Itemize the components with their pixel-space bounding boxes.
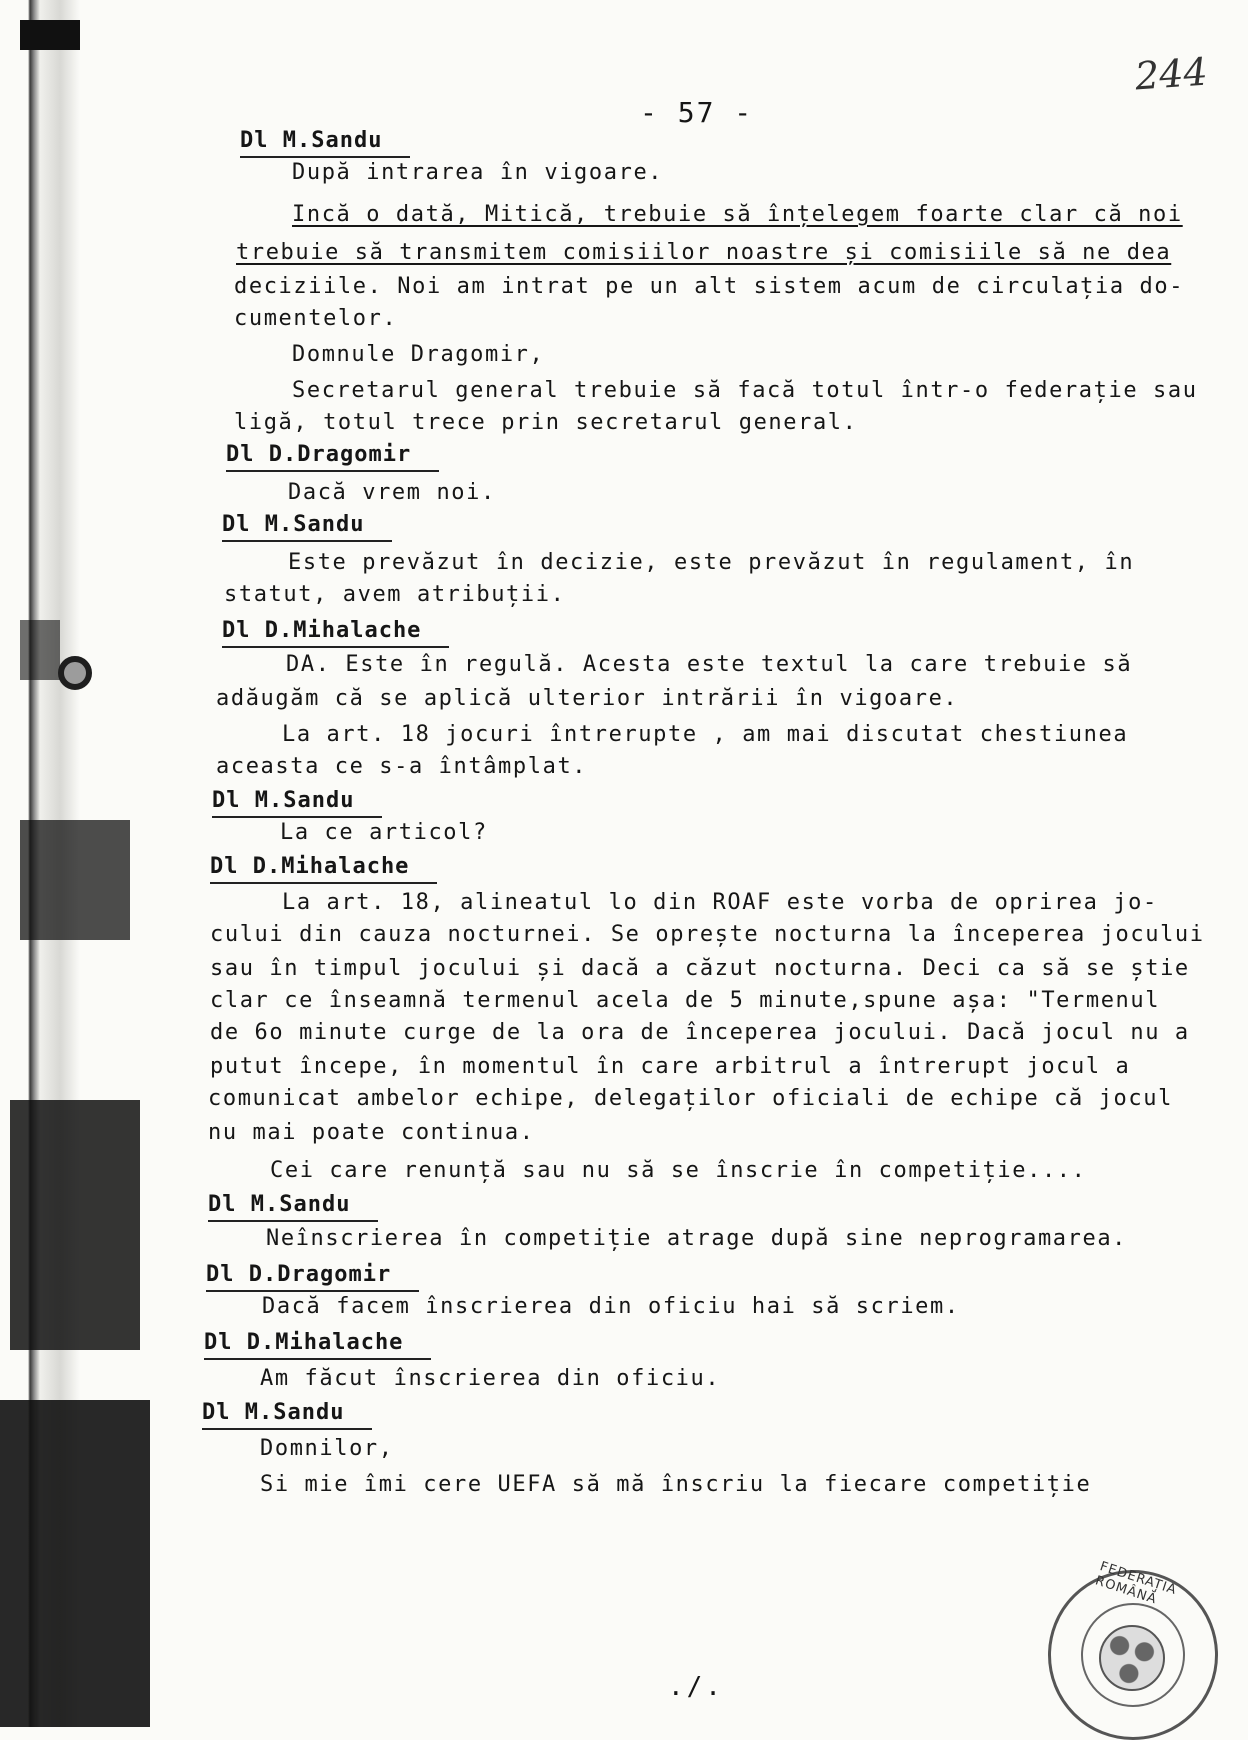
transcript-line: Neînscrierea în competiție atrage după sine neprogramarea. — [266, 1226, 1128, 1251]
transcript-line: La ce articol? — [280, 820, 488, 845]
transcript-line: Cei care renunță sau nu să se înscrie în competiție.... — [270, 1158, 1087, 1183]
speaker-name: Dl M.Sandu — [208, 1190, 378, 1222]
transcript-line: cului din cauza nocturnei. Se oprește nocturna la începerea jocului — [210, 922, 1205, 947]
transcript-line: cumentelor. — [234, 306, 398, 331]
archive-number: 244 — [1133, 49, 1209, 99]
transcript-line: nu mai poate continua. — [208, 1120, 535, 1145]
transcript-line: sau în timpul jocului și dacă a căzut nocturna. Deci ca să se știe — [210, 956, 1190, 981]
binding-shadow-band-3 — [10, 1100, 140, 1350]
speaker-name: Dl M.Sandu — [222, 510, 392, 542]
speaker-name: Dl M.Sandu — [212, 786, 382, 818]
transcript-line: Si mie îmi cere UEFA să mă înscriu la fiecare competiție — [260, 1472, 1092, 1497]
football-icon — [1099, 1625, 1165, 1691]
stamp-text: FEDERAȚIA ROMÂNĂ — [1093, 1559, 1179, 1608]
transcript-line: clar ce înseamnă termenul acela de 5 minute,spune așa: "Termenul — [210, 988, 1161, 1013]
transcript-line: comunicat ambelor echipe, delegaților oficiali de echipe că jocul — [208, 1086, 1173, 1111]
document-binding-edge — [0, 0, 150, 1727]
transcript-line: deciziile. Noi am intrat pe un alt sistem acum de circulația do- — [234, 274, 1185, 299]
transcript-line: ligă, totul trece prin secretarul general. — [234, 410, 858, 435]
speaker-name: Dl D.Dragomir — [206, 1260, 419, 1292]
transcript-line: Incă o dată, Mitică, trebuie să înțelegem foarte clar că noi — [292, 202, 1183, 227]
punch-hole — [58, 656, 92, 690]
speaker-name: Dl D.Mihalache — [210, 852, 437, 884]
transcript-line: Domnule Dragomir, — [292, 342, 545, 367]
speaker-name: Dl D.Dragomir — [226, 440, 439, 472]
transcript-line: aceasta ce s-a întâmplat. — [216, 754, 588, 779]
transcript-line: Dacă vrem noi. — [288, 480, 496, 505]
speaker-name: Dl D.Mihalache — [222, 616, 449, 648]
speaker-name: Dl M.Sandu — [202, 1398, 372, 1430]
binding-shadow-band-4 — [0, 1400, 150, 1727]
continuation-mark: ./. — [668, 1672, 724, 1702]
transcript-line: La art. 18 jocuri întrerupte , am mai discutat chestiunea — [282, 722, 1129, 747]
transcript-line: Am făcut înscrierea din oficiu. — [260, 1366, 721, 1391]
transcript-line: Domnilor, — [260, 1436, 394, 1461]
binding-shadow-top — [20, 20, 80, 50]
transcript-line: DA. Este în regulă. Acesta este textul la care trebuie să — [286, 652, 1133, 677]
transcript-line: După intrarea în vigoare. — [292, 160, 664, 185]
transcript-line: Dacă facem înscrierea din oficiu hai să scriem. — [262, 1294, 960, 1319]
speaker-name: Dl M.Sandu — [240, 126, 410, 158]
binding-shadow-band-2 — [20, 820, 130, 940]
transcript-line: adăugăm că se aplică ulterior intrării în vigoare. — [216, 686, 959, 711]
speaker-name: Dl D.Mihalache — [204, 1328, 431, 1360]
transcript-line: putut începe, în momentul în care arbitrul a întrerupt jocul a — [210, 1054, 1131, 1079]
transcript-line: trebuie să transmitem comisiilor noastre și comisiile să ne dea — [236, 240, 1172, 265]
page-heading: - 57 - — [640, 96, 754, 129]
transcript-line: Este prevăzut în decizie, este prevăzut în regulament, în — [288, 550, 1135, 575]
federation-stamp — [1048, 1559, 1218, 1740]
transcript-line: Secretarul general trebuie să facă totul într-o federație sau — [292, 378, 1198, 403]
transcript-line: La art. 18, alineatul lo din ROAF este vorba de oprirea jo- — [282, 890, 1158, 915]
transcript-line: statut, avem atribuții. — [224, 582, 566, 607]
transcript-line: de 6o minute curge de la ora de începerea jocului. Dacă jocul nu a — [210, 1020, 1190, 1045]
binding-shadow-band-1 — [20, 620, 60, 680]
